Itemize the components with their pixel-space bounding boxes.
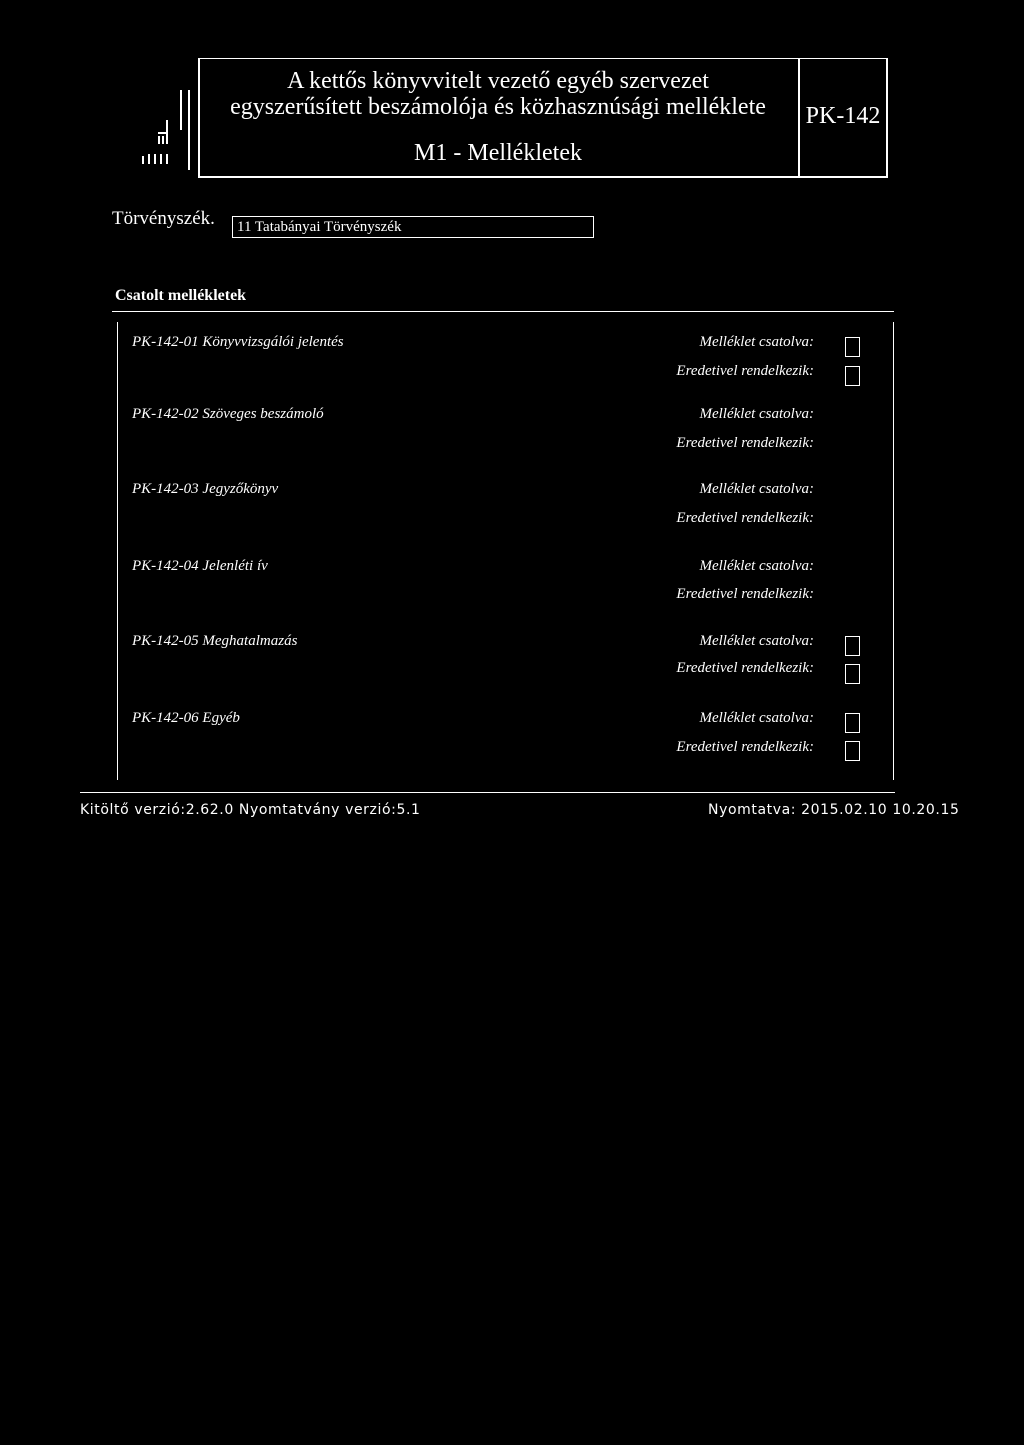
original-label: Eredetivel rendelkezik: bbox=[676, 660, 814, 676]
original-label: Eredetivel rendelkezik: bbox=[676, 739, 814, 755]
footer-divider bbox=[80, 792, 895, 793]
section-divider bbox=[112, 311, 894, 312]
attachment-item-label: PK-142-01 Könyvvizsgálói jelentés bbox=[132, 334, 344, 350]
footer-printed-date: Nyomtatva: 2015.02.10 10.20.15 bbox=[708, 802, 960, 818]
attached-checkbox[interactable] bbox=[845, 713, 860, 733]
attached-label: Melléklet csatolva: bbox=[699, 481, 814, 497]
attachment-item-label: PK-142-05 Meghatalmazás bbox=[132, 633, 298, 649]
footer-versions: Kitöltő verzió:2.62.0 Nyomtatvány verzió:5.1 bbox=[80, 802, 421, 818]
attached-label: Melléklet csatolva: bbox=[699, 633, 814, 649]
attached-checkbox[interactable] bbox=[845, 337, 860, 357]
page-title bbox=[200, 68, 796, 120]
attached-label: Melléklet csatolva: bbox=[699, 558, 814, 574]
header-rule-left-long bbox=[188, 90, 190, 170]
original-label: Eredetivel rendelkezik: bbox=[676, 510, 814, 526]
attached-label: Melléklet csatolva: bbox=[699, 334, 814, 350]
attached-label: Melléklet csatolva: bbox=[699, 710, 814, 726]
page-title-line2: egyszerűsített beszámolója és közhasznúsági melléklete bbox=[230, 94, 766, 120]
attached-label: Melléklet csatolva: bbox=[699, 406, 814, 422]
attachment-item-label: PK-142-06 Egyéb bbox=[132, 710, 240, 726]
page-subtitle: M1 - Mellékletek bbox=[414, 140, 582, 166]
page-title-line1: A kettős könyvvitelt vezető egyéb szervezet bbox=[287, 68, 709, 94]
court-label: Törvényszék. bbox=[112, 208, 215, 229]
original-label: Eredetivel rendelkezik: bbox=[676, 363, 814, 379]
section-title: Csatolt mellékletek bbox=[115, 287, 247, 304]
attachment-item-label: PK-142-02 Szöveges beszámoló bbox=[132, 406, 324, 422]
attached-checkbox[interactable] bbox=[845, 636, 860, 656]
court-field[interactable]: 11 Tatabányai Törvényszék bbox=[232, 216, 594, 238]
original-checkbox[interactable] bbox=[845, 741, 860, 761]
original-label: Eredetivel rendelkezik: bbox=[676, 586, 814, 602]
header-rule-left bbox=[180, 90, 182, 130]
form-code: PK-142 bbox=[805, 103, 881, 129]
original-label: Eredetivel rendelkezik: bbox=[676, 435, 814, 451]
attachment-item-label: PK-142-04 Jelenléti ív bbox=[132, 558, 268, 574]
original-checkbox[interactable] bbox=[845, 664, 860, 684]
original-checkbox[interactable] bbox=[845, 366, 860, 386]
attachment-item-label: PK-142-03 Jegyzőkönyv bbox=[132, 481, 279, 497]
form-logo-icon bbox=[138, 96, 178, 166]
